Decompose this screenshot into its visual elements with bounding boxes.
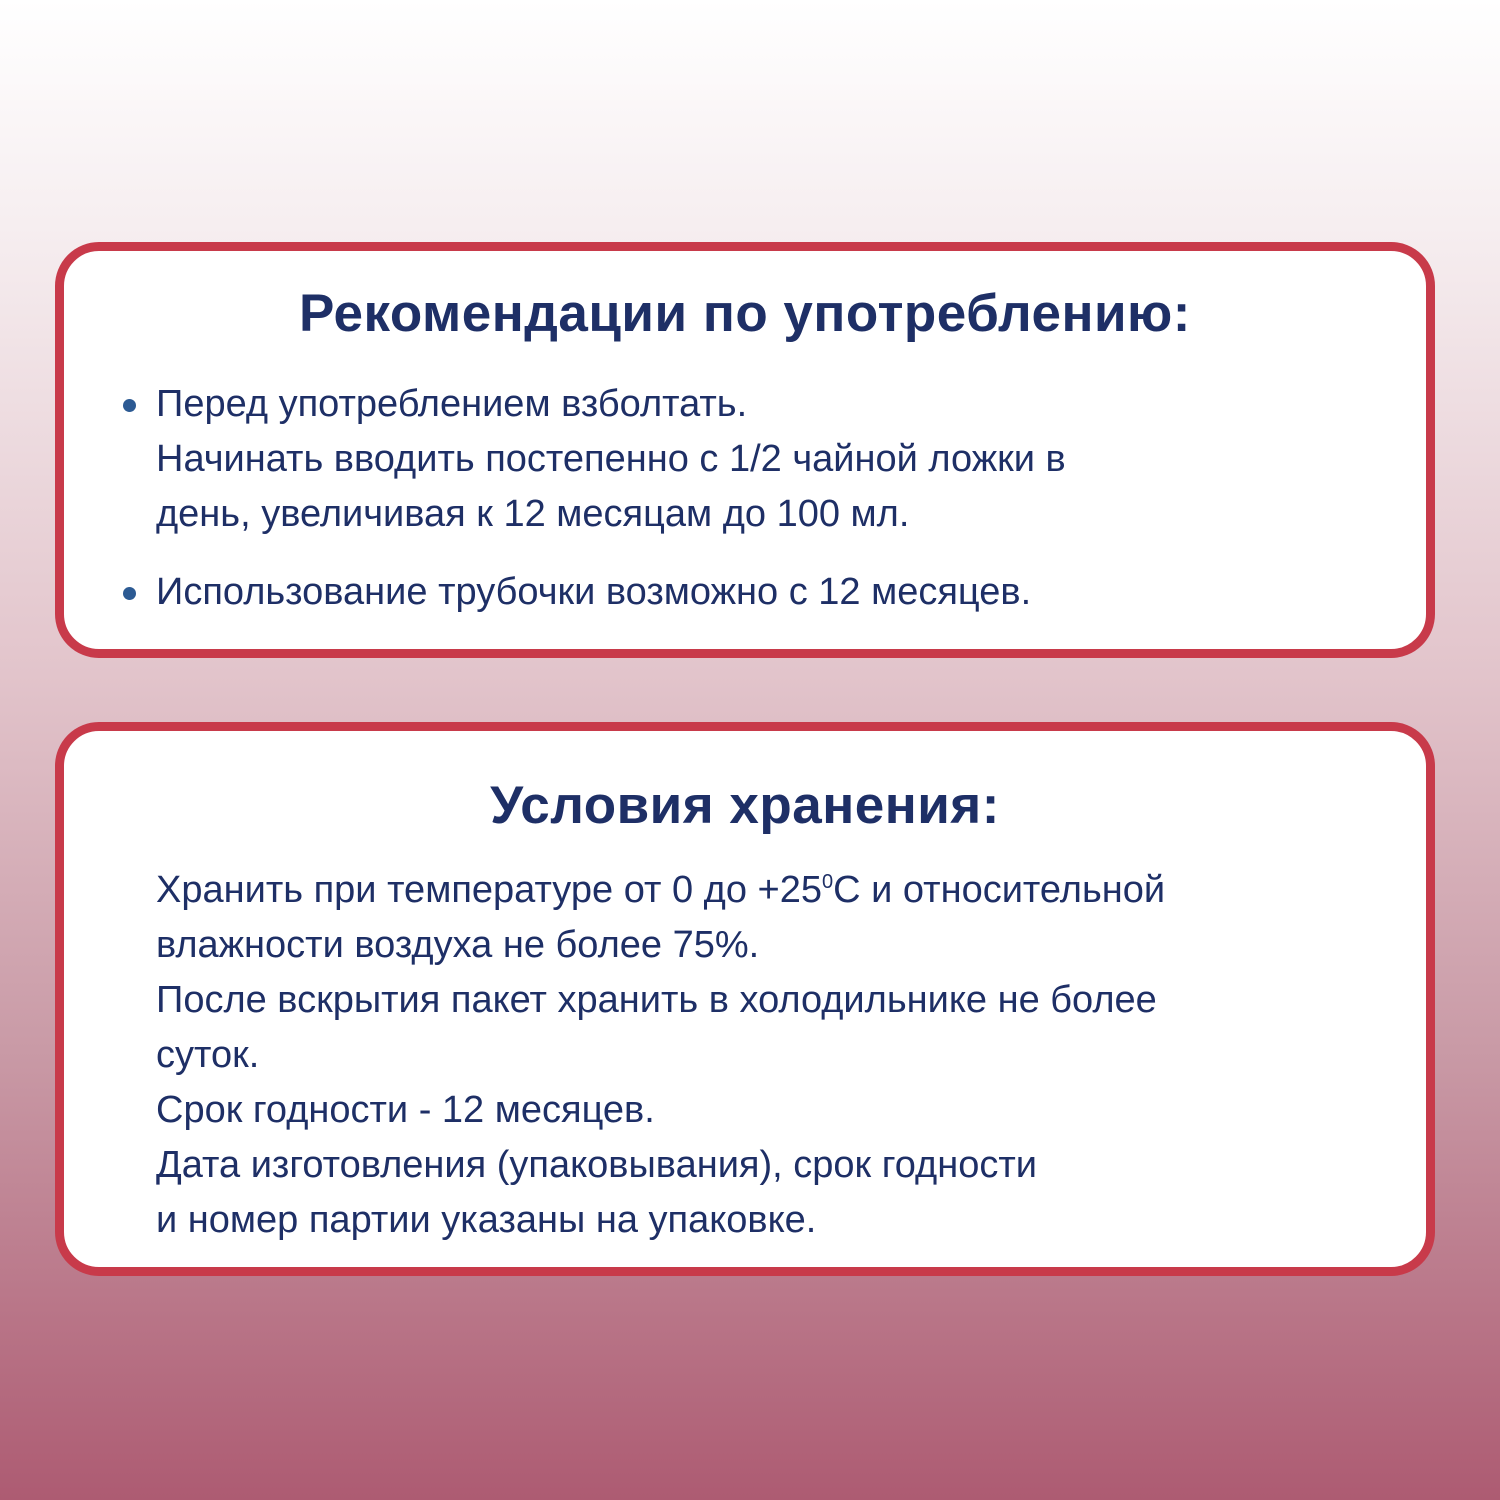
storage-line-1-end: С и относительной (833, 869, 1166, 911)
usage-item-2-line-1: Использование трубочки возможно с 12 месяцев. (156, 571, 1032, 613)
bullet-icon (123, 587, 136, 600)
usage-title: Рекомендации по употреблению: (299, 284, 1191, 343)
list-item (119, 377, 1366, 542)
storage-text (156, 863, 1366, 1248)
usage-recommendations-card (55, 242, 1435, 658)
bullet-icon (123, 399, 136, 412)
list-item (119, 565, 1366, 620)
usage-item-1-line-3: день, увеличивая к 12 месяцам до 100 мл. (156, 493, 910, 535)
storage-line-1-start: Хранить при температуре от 0 до +25 (156, 869, 822, 911)
storage-line-4: суток. (156, 1034, 260, 1076)
usage-item-1-line-1: Перед употреблением взболтать. (156, 383, 748, 425)
usage-item-1-line-2: Начинать вводить постепенно с 1/2 чайной ложки в (156, 438, 1066, 480)
storage-line-temperature (156, 863, 1366, 918)
storage-conditions-card (55, 722, 1435, 1276)
usage-list (119, 377, 1366, 620)
storage-line-5: Срок годности - 12 месяцев. (156, 1089, 655, 1131)
storage-line-6: Дата изготовления (упаковывания), срок годности (156, 1144, 1037, 1186)
storage-title: Условия хранения: (490, 776, 1000, 835)
degree-mark: 0 (821, 871, 834, 893)
storage-line-3: После вскрытия пакет хранить в холодильнике не более (156, 979, 1157, 1021)
storage-line-7: и номер партии указаны на упаковке. (156, 1199, 817, 1241)
storage-line-2: влажности воздуха не более 75%. (156, 924, 760, 966)
